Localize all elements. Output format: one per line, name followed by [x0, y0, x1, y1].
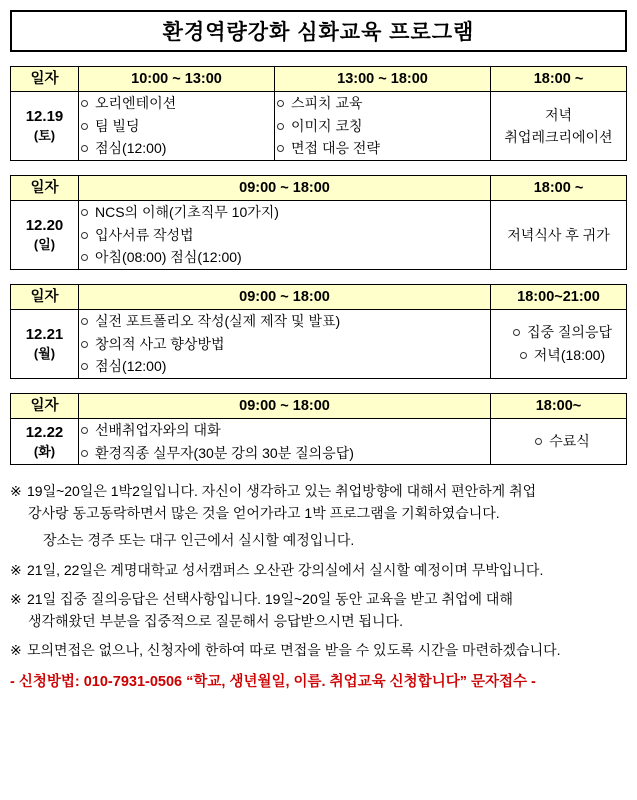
note-item [10, 640, 627, 662]
note-item [10, 560, 627, 582]
session-cell-evening [491, 419, 627, 465]
evening-line-1: 저녁식사 후 귀가 [507, 226, 610, 243]
day-of-week: (일) [33, 237, 56, 253]
note-body [27, 530, 627, 552]
list-item: 선배취업자와의 대화 [79, 419, 490, 442]
note-body [27, 481, 627, 524]
note-line: 모의면접은 없으나, 신청자에 한하여 따로 면접을 받을 수 있도록 시간을 마련하겠습니다. [27, 641, 561, 658]
note-marker: ※ [10, 641, 22, 658]
note-line: 장소는 경주 또는 대구 인근에서 실시할 예정입니다. [43, 531, 355, 548]
header-date-label: 일자 [11, 176, 79, 201]
date-cell [11, 92, 79, 161]
list-item: 면접 대응 전략 [275, 137, 490, 160]
header-slot-1: 09:00 ~ 18:00 [79, 394, 491, 419]
session-cell-evening [491, 310, 627, 379]
note-line: 생각해왔던 부분을 집중적으로 질문해서 응답받으시면 됩니다. [28, 612, 403, 629]
table-row [11, 201, 627, 270]
day-of-week: (화) [33, 444, 56, 460]
note-body [27, 560, 627, 582]
date-cell [11, 419, 79, 465]
evening-line-2: 취업레크리에이션 [504, 129, 613, 145]
header-slot-1: 10:00 ~ 13:00 [79, 67, 275, 92]
list-item: 아침(08:00) 점심(12:00) [79, 246, 490, 269]
session-cell-evening [491, 92, 627, 161]
note-marker: ※ [10, 483, 22, 500]
note-body [27, 640, 627, 662]
session-cell-evening [491, 201, 627, 270]
table-row [11, 285, 627, 310]
list-item: 수료식 [533, 430, 590, 453]
list-item: 점심(12:00) [79, 355, 490, 378]
note-line: 19일~20일은 1박2일입니다. 자신이 생각하고 있는 취업방향에 대해서 편안하게 취업 [27, 483, 537, 500]
page-title [10, 10, 627, 52]
note-marker: ※ [10, 562, 22, 579]
day-of-week: (월) [33, 346, 56, 362]
session-cell-day [79, 419, 491, 465]
evening-line-1: 저녁 [544, 106, 573, 123]
note-item [10, 589, 627, 632]
list-item: 실전 포트폴리오 작성(실제 제작 및 발표) [79, 310, 490, 333]
list-item: 저녁(18:00) [518, 344, 605, 367]
header-date-label: 일자 [11, 285, 79, 310]
table-row [11, 92, 627, 161]
session-cell-morning [79, 92, 275, 161]
header-slot-2: 18:00~21:00 [491, 285, 627, 310]
header-slot-3: 18:00 ~ [491, 67, 627, 92]
date-cell [11, 201, 79, 270]
date-value: 12.22 [25, 423, 64, 441]
notes-section [10, 481, 627, 693]
header-slot-1: 09:00 ~ 18:00 [79, 176, 491, 201]
schedule-table-1222 [10, 393, 627, 465]
header-date-label: 일자 [11, 67, 79, 92]
contact-line: - 신청방법: 010-7931-0506 “학교, 생년월일, 이름. 취업교육 신청합니다” 문자접수 - [10, 674, 536, 691]
table-row [11, 176, 627, 201]
list-item: 이미지 코칭 [275, 115, 490, 138]
session-cell-day [79, 201, 491, 270]
schedule-table-1220 [10, 175, 627, 270]
date-value: 12.20 [25, 217, 64, 235]
table-row [11, 394, 627, 419]
list-item: 점심(12:00) [79, 137, 274, 160]
date-value: 12.21 [25, 326, 64, 344]
page-title-text: 환경역량강화 심화교육 프로그램 [162, 21, 475, 44]
list-item: 스피치 교육 [275, 92, 490, 115]
header-slot-2: 18:00~ [491, 394, 627, 419]
session-cell-afternoon [275, 92, 491, 161]
table-row [11, 310, 627, 379]
date-cell [11, 310, 79, 379]
list-item: 환경직종 실무자(30분 강의 30분 질의응답) [79, 442, 490, 465]
list-item: 창의적 사고 향상방법 [79, 333, 490, 356]
header-slot-1: 09:00 ~ 18:00 [79, 285, 491, 310]
table-row [11, 67, 627, 92]
list-item: 집중 질의응답 [511, 321, 612, 344]
date-value: 12.19 [25, 108, 64, 126]
note-item [10, 481, 627, 524]
note-line: 21일, 22일은 계명대학교 성서캠퍼스 오산관 강의실에서 실시할 예정이며 무박입니다. [27, 562, 544, 579]
note-marker: ※ [10, 591, 22, 608]
schedule-table-1219 [10, 66, 627, 161]
session-cell-day [79, 310, 491, 379]
list-item: 오리엔테이션 [79, 92, 274, 115]
table-row [11, 419, 627, 465]
header-slot-2: 18:00 ~ [491, 176, 627, 201]
schedule-table-1221 [10, 284, 627, 379]
list-item: NCS의 이해(기초직무 10가지) [79, 201, 490, 224]
header-date-label: 일자 [11, 394, 79, 419]
note-line: 강사랑 동고동락하면서 많은 것을 얻어가라고 1박 프로그램을 기획하였습니다. [28, 505, 500, 522]
note-body [27, 589, 627, 632]
list-item: 입사서류 작성법 [79, 224, 490, 247]
list-item: 팀 빌딩 [79, 115, 274, 138]
note-item [10, 530, 627, 552]
note-line: 21일 집중 질의응답은 선택사항입니다. 19일~20일 동안 교육을 받고 취업에 대해 [27, 591, 513, 608]
note-marker [10, 530, 27, 552]
header-slot-2: 13:00 ~ 18:00 [275, 67, 491, 92]
day-of-week: (토) [33, 128, 56, 144]
